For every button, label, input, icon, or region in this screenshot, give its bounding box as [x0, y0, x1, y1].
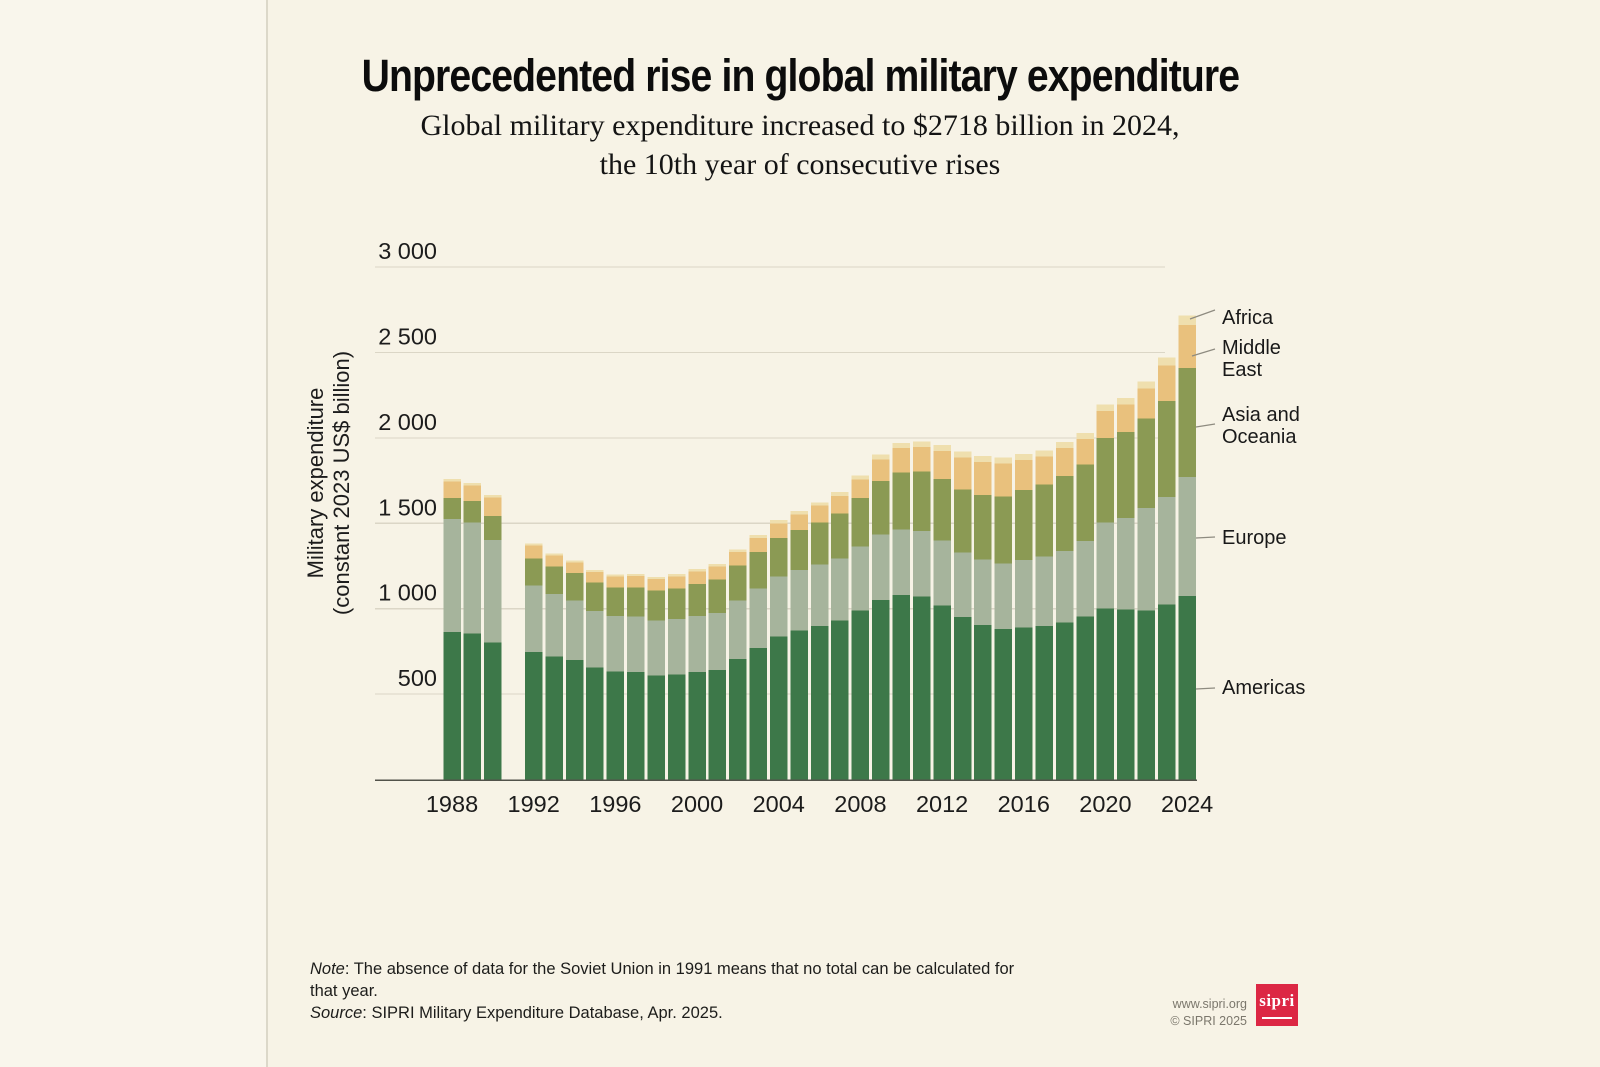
bar-1993-africa	[545, 554, 563, 556]
bar-2012-europe	[933, 540, 951, 605]
bar-2019-americas	[1076, 616, 1094, 779]
bar-2018-europe	[1056, 551, 1074, 622]
bar-2021-middle-east	[1117, 404, 1135, 432]
bar-1990-middle-east	[484, 498, 502, 516]
bar-2011-africa	[913, 441, 931, 446]
bar-2006-americas	[811, 626, 829, 780]
bar-2000-americas	[688, 672, 706, 779]
bar-2014-americas	[974, 625, 992, 780]
bar-1997-middle-east	[627, 576, 645, 587]
bar-2023-europe	[1158, 497, 1176, 605]
leader-line-asia-oceania	[1196, 424, 1215, 427]
y-tick-label-1000: 1 000	[378, 579, 437, 606]
bar-2002-europe	[729, 601, 747, 659]
bar-2014-asia-and-oceania	[974, 495, 992, 560]
bar-2016-asia-and-oceania	[1015, 490, 1033, 560]
bar-2013-americas	[954, 617, 972, 780]
legend-label-americas: Americas	[1222, 677, 1306, 699]
bar-2004-europe	[770, 576, 788, 636]
bar-2007-europe	[831, 558, 849, 620]
bar-2020-americas	[1097, 609, 1115, 780]
bar-2008-americas	[852, 610, 870, 779]
bar-1988-europe	[443, 519, 461, 632]
bar-2008-asia-and-oceania	[852, 498, 870, 546]
bar-1996-middle-east	[607, 577, 625, 588]
y-axis-title	[303, 351, 354, 615]
bar-1997-africa	[627, 574, 645, 576]
bar-1992-europe	[525, 585, 543, 652]
bar-2009-africa	[872, 454, 890, 459]
bar-1988-africa	[443, 479, 461, 482]
note-text: : The absence of data for the Soviet Union in 1991 means that no total can be calculated for that year.	[310, 960, 1015, 1000]
bar-1990-africa	[484, 495, 502, 498]
bar-2006-europe	[811, 565, 829, 626]
bar-2003-americas	[750, 648, 768, 780]
bar-2019-africa	[1076, 433, 1094, 439]
y-tick-label-500: 500	[397, 665, 437, 692]
bar-2001-americas	[709, 670, 727, 780]
bar-2017-americas	[1035, 626, 1053, 780]
bar-2014-africa	[974, 456, 992, 462]
legend-label-asia-oceania: Asia and Oceania	[1222, 404, 1300, 448]
bar-1994-asia-and-oceania	[566, 573, 584, 600]
bar-1998-europe	[647, 620, 665, 675]
bar-1996-asia-and-oceania	[607, 588, 625, 616]
bar-2007-asia-and-oceania	[831, 514, 849, 559]
bar-1988-middle-east	[443, 481, 461, 497]
bar-2003-asia-and-oceania	[750, 552, 768, 589]
bar-2007-africa	[831, 492, 849, 496]
bar-2012-americas	[933, 605, 951, 779]
bar-2019-europe	[1076, 541, 1094, 616]
bar-1989-africa	[464, 483, 482, 486]
bar-2021-africa	[1117, 398, 1135, 405]
bar-1993-middle-east	[545, 556, 563, 567]
bar-2012-asia-and-oceania	[933, 479, 951, 540]
bar-2014-middle-east	[974, 462, 992, 495]
bar-1992-middle-east	[525, 546, 543, 559]
bar-1996-europe	[607, 616, 625, 672]
x-axis-tick-labels	[426, 791, 1213, 817]
sipri-logo-underline	[1262, 1017, 1292, 1019]
bar-2002-asia-and-oceania	[729, 565, 747, 600]
bar-2008-africa	[852, 475, 870, 479]
subtitle-line-1: Global military expenditure increased to $2718 billion in 2024,	[420, 109, 1180, 142]
bar-1999-middle-east	[668, 576, 686, 588]
bar-2001-europe	[709, 613, 727, 670]
bar-2002-americas	[729, 659, 747, 779]
bar-2024-africa	[1178, 315, 1196, 325]
bar-2017-africa	[1035, 451, 1053, 457]
bar-2012-middle-east	[933, 451, 951, 479]
bar-2006-africa	[811, 502, 829, 505]
footnote-block	[310, 958, 1030, 1024]
x-tick-label-2000: 2000	[670, 791, 724, 817]
bar-2022-africa	[1138, 382, 1156, 389]
bar-2009-middle-east	[872, 459, 890, 481]
leader-line-europe	[1196, 537, 1215, 538]
bar-1996-americas	[607, 672, 625, 780]
y-axis-title-line-2: (constant 2023 US$ billion)	[329, 350, 354, 616]
x-tick-label-2004: 2004	[752, 791, 805, 817]
bar-2010-americas	[892, 595, 910, 779]
source-text: : SIPRI Military Expenditure Database, Apr. 2025.	[362, 1004, 723, 1022]
bar-1999-americas	[668, 674, 686, 779]
bar-2013-middle-east	[954, 458, 972, 490]
bar-1995-europe	[586, 611, 604, 668]
bar-2023-americas	[1158, 604, 1176, 779]
x-tick-label-2012: 2012	[915, 791, 969, 817]
bar-2005-middle-east	[790, 514, 808, 530]
y-tick-label-1500: 1 500	[378, 494, 437, 521]
bar-2016-europe	[1015, 560, 1033, 628]
bar-2023-africa	[1158, 358, 1176, 366]
y-axis-tick-labels	[378, 238, 437, 691]
x-tick-label-1992: 1992	[507, 791, 560, 817]
bar-1998-africa	[647, 577, 665, 579]
bar-2001-asia-and-oceania	[709, 579, 727, 612]
bar-2004-asia-and-oceania	[770, 538, 788, 576]
bar-1996-africa	[607, 575, 625, 577]
footer-website: www.sipri.org	[1172, 997, 1247, 1011]
bar-2023-middle-east	[1158, 365, 1176, 401]
page-title: Unprecedented rise in global military expenditure	[361, 50, 1239, 101]
bar-2001-middle-east	[709, 566, 727, 579]
bar-series	[443, 315, 1196, 779]
bar-1998-middle-east	[647, 579, 665, 591]
bar-1995-middle-east	[586, 572, 604, 583]
bar-2014-europe	[974, 560, 992, 625]
bar-2021-asia-and-oceania	[1117, 432, 1135, 518]
bar-2018-middle-east	[1056, 448, 1074, 476]
bar-2013-asia-and-oceania	[954, 489, 972, 552]
footer-copyright: © SIPRI 2025	[1170, 1014, 1247, 1028]
bar-1995-americas	[586, 668, 604, 780]
bar-1995-asia-and-oceania	[586, 583, 604, 611]
bar-2009-americas	[872, 600, 890, 779]
bar-2022-asia-and-oceania	[1138, 418, 1156, 508]
leader-line-americas	[1196, 688, 1215, 689]
bar-2018-americas	[1056, 622, 1074, 779]
bar-1989-americas	[464, 633, 482, 779]
bar-1999-europe	[668, 619, 686, 675]
y-tick-label-2500: 2 500	[378, 323, 437, 350]
bar-1992-asia-and-oceania	[525, 558, 543, 585]
bar-2005-africa	[790, 511, 808, 514]
bar-2020-europe	[1097, 522, 1115, 608]
bar-2024-asia-and-oceania	[1178, 368, 1196, 477]
bar-2001-africa	[709, 564, 727, 567]
bar-1994-europe	[566, 601, 584, 660]
bar-2018-africa	[1056, 442, 1074, 448]
y-axis-title-line-1: Military expenditure	[303, 387, 328, 579]
bar-2015-americas	[995, 629, 1013, 779]
bar-2006-middle-east	[811, 506, 829, 523]
bar-1992-africa	[525, 543, 543, 545]
bar-2020-middle-east	[1097, 411, 1115, 438]
subtitle-line-2: the 10th year of consecutive rises	[599, 148, 1001, 181]
bar-2016-americas	[1015, 627, 1033, 779]
x-tick-label-1988: 1988	[425, 791, 479, 817]
sipri-logo-text: sipri	[1259, 991, 1295, 1010]
bar-2009-asia-and-oceania	[872, 481, 890, 534]
bar-2002-africa	[729, 549, 747, 552]
bar-2022-europe	[1138, 508, 1156, 610]
bar-2024-middle-east	[1178, 325, 1196, 368]
bar-1994-americas	[566, 660, 584, 780]
note-label: Note	[310, 960, 345, 978]
bar-1989-middle-east	[464, 485, 482, 501]
bar-2000-africa	[688, 569, 706, 571]
bar-2022-middle-east	[1138, 389, 1156, 419]
x-tick-label-1996: 1996	[589, 791, 642, 817]
bar-1993-asia-and-oceania	[545, 567, 563, 594]
bar-2015-africa	[995, 458, 1013, 464]
bar-2011-middle-east	[913, 447, 931, 472]
bar-2005-europe	[790, 570, 808, 631]
bar-2022-americas	[1138, 610, 1156, 779]
bar-1997-americas	[627, 672, 645, 779]
bar-1997-asia-and-oceania	[627, 587, 645, 616]
bar-2011-americas	[913, 596, 931, 779]
bar-1990-europe	[484, 540, 502, 642]
x-tick-label-2016: 2016	[997, 791, 1050, 817]
bar-2008-middle-east	[852, 479, 870, 498]
x-tick-label-2008: 2008	[834, 791, 887, 817]
bar-2015-asia-and-oceania	[995, 496, 1013, 563]
bar-1993-europe	[545, 594, 563, 657]
bar-2024-europe	[1178, 477, 1196, 596]
bar-2016-africa	[1015, 454, 1033, 460]
bar-2023-asia-and-oceania	[1158, 401, 1176, 497]
legend-label-africa: Africa	[1222, 307, 1274, 329]
legend-label-europe: Europe	[1222, 527, 1287, 549]
bar-1994-africa	[566, 561, 584, 563]
bar-2005-asia-and-oceania	[790, 530, 808, 570]
bar-1988-asia-and-oceania	[443, 498, 461, 519]
bar-2003-middle-east	[750, 538, 768, 552]
bar-2017-middle-east	[1035, 457, 1053, 485]
bar-2021-americas	[1117, 610, 1135, 780]
bar-2016-middle-east	[1015, 460, 1033, 490]
bar-2000-middle-east	[688, 571, 706, 584]
bar-2004-middle-east	[770, 523, 788, 538]
bar-1992-americas	[525, 652, 543, 779]
y-tick-label-2000: 2 000	[378, 408, 437, 435]
bar-1999-asia-and-oceania	[668, 588, 686, 618]
bar-2024-americas	[1178, 596, 1196, 780]
bar-2010-europe	[892, 529, 910, 595]
bar-2021-europe	[1117, 518, 1135, 609]
bar-2013-europe	[954, 552, 972, 617]
bar-2005-americas	[790, 631, 808, 780]
bar-2020-africa	[1097, 405, 1115, 411]
bar-2007-americas	[831, 621, 849, 780]
bar-2019-asia-and-oceania	[1076, 464, 1094, 541]
bar-2011-europe	[913, 531, 931, 596]
x-tick-label-2024: 2024	[1160, 791, 1214, 817]
bar-2002-middle-east	[729, 552, 747, 565]
bar-1998-americas	[647, 675, 665, 779]
x-tick-label-2020: 2020	[1079, 791, 1132, 817]
bar-2008-europe	[852, 546, 870, 610]
bar-2011-asia-and-oceania	[913, 472, 931, 531]
bar-1997-europe	[627, 616, 645, 672]
bar-1989-asia-and-oceania	[464, 501, 482, 523]
bar-2013-africa	[954, 452, 972, 458]
bar-2018-asia-and-oceania	[1056, 476, 1074, 551]
bar-2010-asia-and-oceania	[892, 473, 910, 530]
bar-2003-africa	[750, 535, 768, 538]
leader-line-africa	[1190, 310, 1215, 319]
bar-2010-africa	[892, 443, 910, 448]
bar-2003-europe	[750, 589, 768, 648]
bar-1995-africa	[586, 570, 604, 572]
bar-2000-europe	[688, 616, 706, 672]
bar-2004-americas	[770, 636, 788, 779]
bar-2009-europe	[872, 534, 890, 600]
bar-1999-africa	[668, 574, 686, 576]
bar-2004-africa	[770, 520, 788, 523]
bar-1988-americas	[443, 632, 461, 780]
bar-2006-asia-and-oceania	[811, 522, 829, 564]
source-line	[310, 1002, 1030, 1024]
bar-1998-asia-and-oceania	[647, 591, 665, 621]
bar-2012-africa	[933, 445, 951, 451]
bar-1993-americas	[545, 656, 563, 779]
footer-meta	[1087, 996, 1247, 1030]
bar-2017-europe	[1035, 556, 1053, 625]
bar-2010-middle-east	[892, 448, 910, 472]
bar-1990-asia-and-oceania	[484, 516, 502, 540]
legend-label-middle-east: Middle East	[1222, 337, 1281, 381]
bar-2007-middle-east	[831, 496, 849, 514]
bar-1989-europe	[464, 523, 482, 634]
bar-1994-middle-east	[566, 563, 584, 574]
bar-2017-asia-and-oceania	[1035, 484, 1053, 556]
bar-1990-americas	[484, 643, 502, 780]
bar-2020-asia-and-oceania	[1097, 438, 1115, 523]
bar-2000-asia-and-oceania	[688, 584, 706, 616]
source-label: Source	[310, 1004, 363, 1022]
sipri-logo	[1256, 984, 1298, 1026]
y-tick-label-3000: 3 000	[378, 238, 437, 265]
note-line	[310, 958, 1030, 1002]
bar-2015-middle-east	[995, 463, 1013, 496]
bar-2015-europe	[995, 564, 1013, 630]
bar-2019-middle-east	[1076, 439, 1094, 464]
